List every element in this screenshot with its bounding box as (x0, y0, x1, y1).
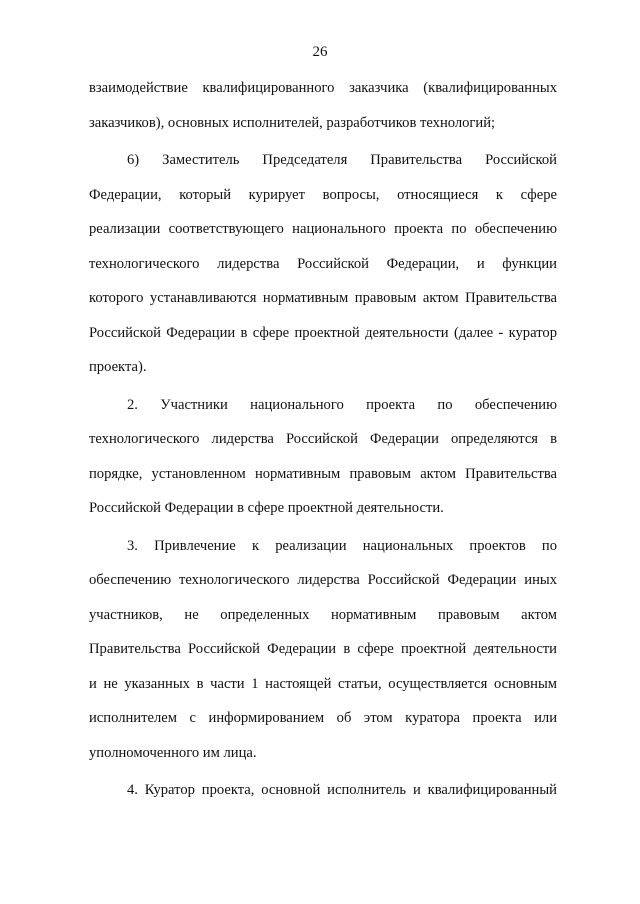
text-line: реализации соответствующего национального проекта по обеспечению (89, 221, 557, 237)
text-line: Российской Федерации в сфере проектной деятельности. (89, 500, 444, 516)
paragraph-start-line: 3. Привлечение к реализации национальных проектов по (127, 537, 557, 554)
paragraph-start-line: 4. Куратор проекта, основной исполнитель и квалифицированный (127, 782, 557, 798)
text-line: технологического лидерства Российской Федерации определяются в (89, 431, 557, 447)
text-line: проекта). (89, 359, 147, 375)
text-line: Правительства Российской Федерации в сфере проектной деятельности (89, 641, 557, 657)
text-line: уполномоченного им лица. (89, 744, 257, 761)
text-line: участников, не определенных нормативным правовым актом (89, 606, 557, 623)
text-line: Российской Федерации в сфере проектной деятельности (далее - куратор (89, 324, 557, 341)
text-line: исполнителем с информированием об этом куратора проекта или (89, 710, 557, 726)
document-body (89, 78, 557, 815)
text-line: порядке, установленном нормативным правовым актом Правительства (89, 465, 557, 482)
paragraph-start-line: 6) Заместитель Председателя Правительства Российской (127, 152, 557, 168)
text-line: Федерации, который курирует вопросы, относящиеся к сфере (89, 186, 557, 203)
text-line: заказчиков), основных исполнителей, разработчиков технологий; (89, 114, 496, 131)
text-line: взаимодействие квалифицированного заказчика (квалифицированных (89, 80, 557, 96)
text-line: и не указанных в части 1 настоящей статьи, осуществляется основным (89, 675, 557, 692)
text-line: технологического лидерства Российской Федерации, и функции (89, 255, 557, 272)
paragraph-start-line: 2. Участники национального проекта по обеспечению (127, 396, 557, 413)
text-line: обеспечению технологического лидерства Российской Федерации иных (89, 572, 557, 588)
text-line: которого устанавливаются нормативным правовым актом Правительства (89, 290, 557, 306)
page-number: 26 (312, 44, 328, 60)
